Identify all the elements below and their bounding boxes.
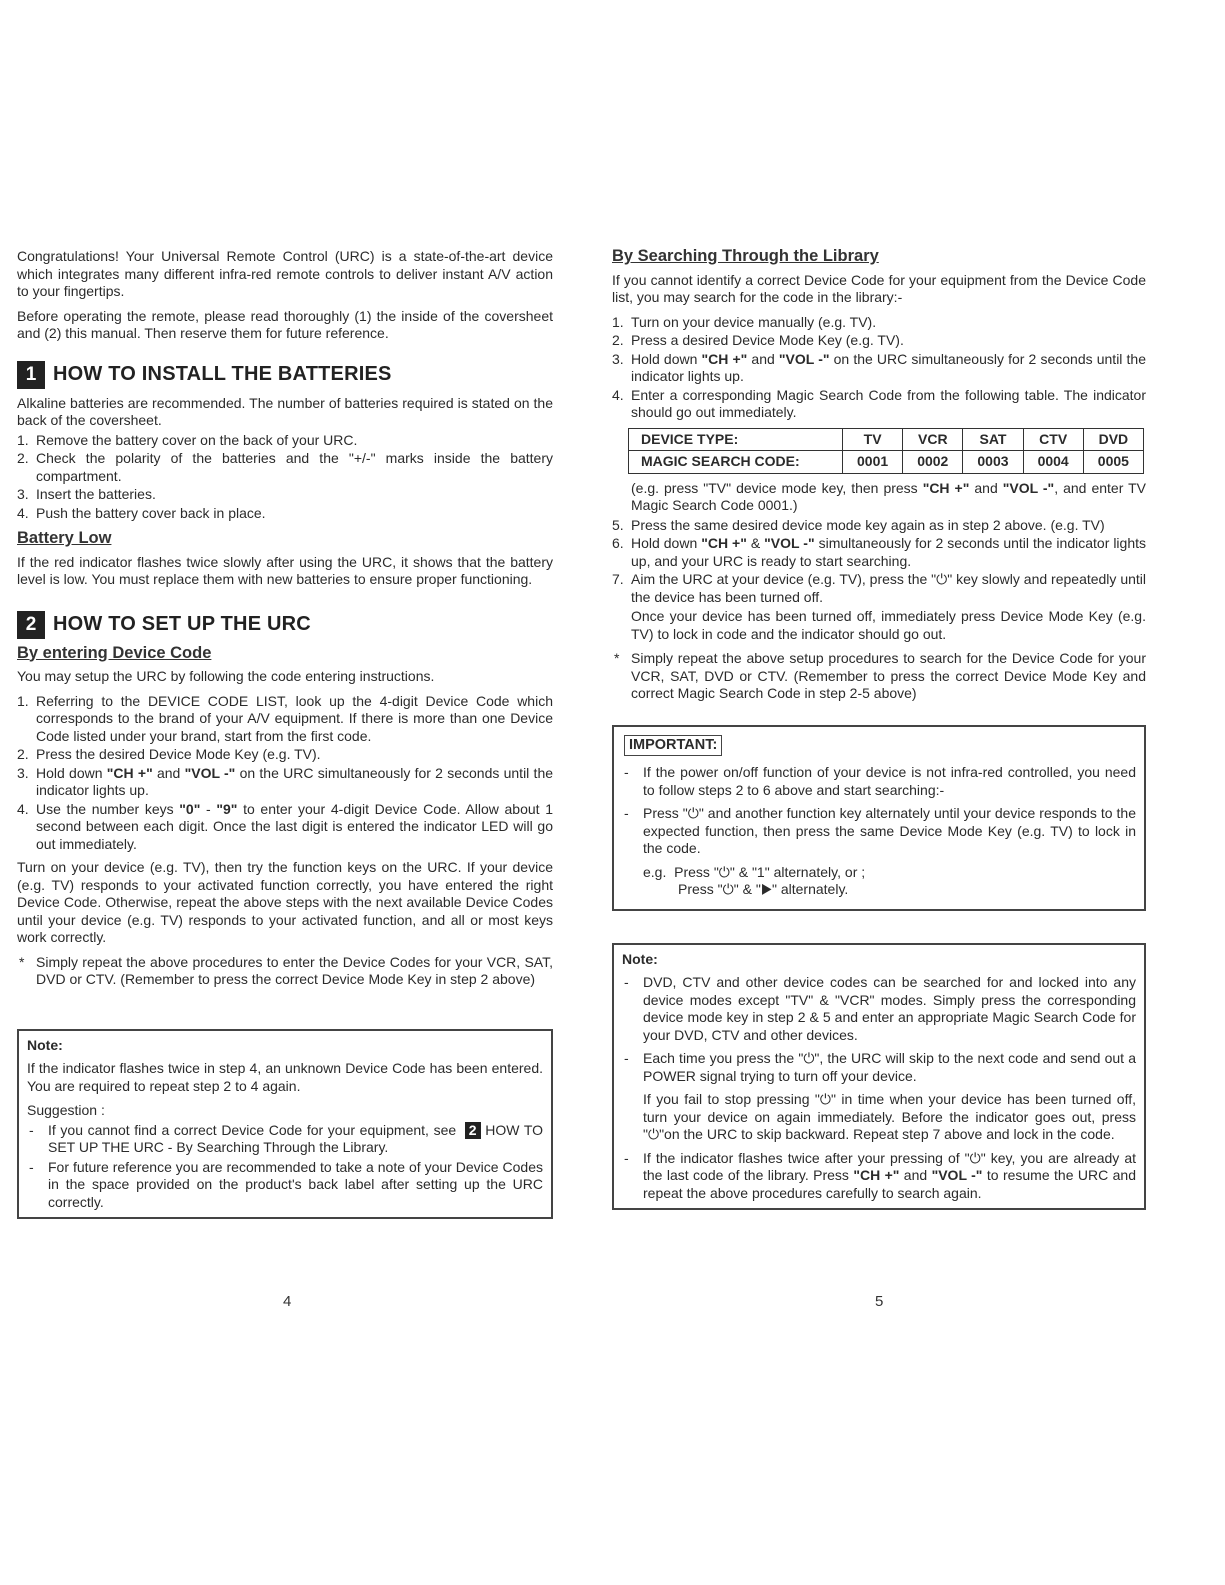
table-row [629,451,1144,474]
table-cell: CTV [1023,428,1083,451]
right-page [612,248,1146,1210]
important-label: IMPORTANT: [624,735,722,757]
table-cell: VCR [903,428,963,451]
note-box [612,943,1146,1211]
repeat-search-note: * Simply repeat the above setup procedures to search for the Device Code for your VCR, SAT, DVD or CTV. (Remember to press the correct Device Mode Key and correct Magic Search Code in step 2-5 above) [614,650,1146,701]
list-item: 2. Press a desired Device Mode Key (e.g. TV). [612,332,904,348]
list-item: - If the indicator flashes twice after your pressing of "⏻" key, you are already at the last code of the library. Press "CH +" and "VOL -" to resume the URC and repeat the above procedures carefully to search again. [624,1149,1136,1201]
note-title: Note: [27,1036,63,1053]
list-item: 4. Use the number keys "0" - "9" to enter your 4-digit Device Code. Allow about 1 second between each digit. Once the last digit is entered the indicator LED will go out immediately. [17,800,553,852]
list-item: - For future reference you are recommended to take a note of your Device Codes in the space provided on the product's back label after setting up the URC correctly. [29,1158,543,1210]
important-box [612,725,1146,911]
section-number-badge: 2 [465,1122,481,1140]
battery-low-heading: Battery Low [17,529,112,547]
note-title: Note: [622,950,658,967]
power-icon: ⏻ [718,863,730,880]
batteries-intro: Alkaline batteries are recommended. The number of batteries required is stated on the back of the coversheet. [17,394,553,428]
table-cell: 0004 [1023,451,1083,474]
list-item: 5. Press the same desired device mode key again as in step 2 above. (e.g. TV) [612,516,1105,533]
power-icon: ⏻ [722,881,734,897]
setup-intro: You may setup the URC by following the code entering instructions. [17,668,435,684]
step7-continued: Once your device has been turned off, immediately press Device Mode Key (e.g. TV) to lock in code and the indicator should go out. [631,608,1146,642]
table-cell: 0005 [1083,451,1143,474]
table-row [629,428,1144,451]
table-cell: SAT [963,428,1023,451]
list-item: 2. Press the desired Device Mode Key (e.g. TV). [17,746,321,762]
page-number: 5 [875,1293,884,1310]
note-text: If the indicator flashes twice in step 4, an unknown Device Code has been entered. You are required to repeat step 2 to 4 again. [27,1060,543,1094]
table-example: (e.g. press "TV" device mode key, then press "CH +" and "VOL -", and enter TV Magic Search Code 0001.) [631,479,1146,513]
battery-steps [17,432,553,523]
verify-paragraph: Turn on your device (e.g. TV), then try the function keys on the URC. If your device (e.g. TV) responds to your activated function correctly, you have entered the right Device Code. Otherwise, repeat the above steps with the next available Device Codes until your device (e.g. TV) responds to your activated function, and all or most keys work correctly. [17,859,553,945]
table-cell: 0002 [903,451,963,474]
section-number-badge: 2 [17,611,45,639]
search-steps [612,314,1146,422]
repeat-note: * Simply repeat the above procedures to enter the Device Codes for your VCR, SAT, DVD or CTV. (Remember to press the correct Device Mode Key in step 2 above) [19,953,553,987]
list-item: 4. Enter a corresponding Magic Search Code from the following table. The indicator should go out immediately. [612,386,1146,420]
section-2-heading [17,611,553,639]
suggestion-label: Suggestion : [27,1102,105,1118]
list-item: 1. Turn on your device manually (e.g. TV). [612,313,877,330]
search-steps-continued [612,517,1146,607]
list-item: 1. Remove the battery cover on the back of your URC. [17,431,358,448]
search-intro: If you cannot identify a correct Device Code for your equipment from the Device Code list, you may search for the code in the library:- [612,271,1146,305]
section-number-badge: 1 [17,361,45,389]
list-item: - If the power on/off function of your device is not infra-red controlled, you need to follow steps 2 to 6 above and start searching:- [624,764,1136,798]
list-item: 7. Aim the URC at your device (e.g. TV), press the "⏻" key slowly and repeatedly until the device has been turned off. [612,571,1147,605]
battery-low-text: If the red indicator flashes twice slowly after using the URC, it shows that the battery level is low. You must replace them with new batteries to ensure proper functioning. [17,553,553,587]
list-item: 6. Hold down "CH +" & "VOL -" simultaneously for 2 seconds until the indicator lights up, and your URC is ready to start searching. [612,535,1147,569]
list-item: - DVD, CTV and other device codes can be searched for and locked into any device modes except "TV" & "VCR" modes. Simply press the corresponding device mode key in step 2 & 5 and enter an appropriate Magic Search Code for your DVD, CTV and other devices. [624,974,1136,1043]
list-item: - Each time you press the "⏻", the URC will skip to the next code and send out a POWER signal trying to turn off your device. [624,1050,1137,1084]
magic-search-table [628,428,1144,474]
list-item: - Press "⏻" and another function key alternately until your device responds to the expected function, then press the same Device Mode Key (e.g. TV) to lock in the code. [624,805,1136,856]
example-block: e.g. Press "⏻" & "1" alternately, or ; Press "⏻" & "▶" alternately. [643,863,866,897]
list-item: 2. Check the polarity of the batteries and the "+/-" marks inside the battery compartment. [17,450,553,484]
note-box [17,1029,553,1220]
intro-paragraph: Congratulations! Your Universal Remote Control (URC) is a state-of-the-art device which integrates many different infra-red remote controls to deliver instant A/V action to your fingertips. [17,248,553,299]
list-item: 4. Push the battery cover back in place. [17,504,266,521]
left-page [17,248,553,1219]
section-title: HOW TO SET UP THE URC [53,612,311,635]
search-library-heading: By Searching Through the Library [612,247,879,265]
power-icon: ⏻ [687,805,699,821]
section-1-heading [17,361,553,389]
section-title: HOW TO INSTALL THE BATTERIES [53,362,392,385]
power-icon: ⏻ [647,1126,660,1142]
note-paragraph: If you fail to stop pressing "⏻" in time when your device has been turned off, turn your device on again immediately. Before the indicator goes out, press "⏻"on the URC to skip backward. Repeat step 7 above and lock in the code. [643,1091,1136,1142]
table-cell: TV [843,428,903,451]
page-number: 4 [283,1293,292,1310]
intro-paragraph-2: Before operating the remote, please read thoroughly (1) the inside of the coversheet and (2) this manual. Then reserve them for future reference. [17,307,553,341]
list-item: 3. Hold down "CH +" and "VOL -" on the URC simultaneously for 2 seconds until the indicator lights up. [17,764,554,798]
table-cell: 0001 [843,451,903,474]
list-item: 3. Insert the batteries. [17,486,156,502]
power-icon: ⏻ [803,1050,815,1066]
power-icon: ⏻ [819,1091,831,1107]
play-icon: ▶ [760,881,772,897]
entering-code-heading: By entering Device Code [17,643,212,662]
list-item: - If you cannot find a correct Device Code for your equipment, see 2 HOW TO SET UP THE URC - By Searching Through the Library. [29,1121,544,1155]
power-icon: ⏻ [969,1149,981,1166]
power-icon: ⏻ [936,571,948,587]
table-header-cell: MAGIC SEARCH CODE: [629,451,843,474]
table-cell: 0003 [963,451,1023,474]
list-item: 3. Hold down "CH +" and "VOL -" on the URC simultaneously for 2 seconds until the indicator lights up. [612,350,1147,384]
table-cell: DVD [1083,428,1143,451]
table-header-cell: DEVICE TYPE: [629,428,843,451]
list-item: 1. Referring to the DEVICE CODE LIST, look up the 4-digit Device Code which corresponds to the brand of your A/V equipment. If there is more than one Device Code listed under your brand, start from the first code. [17,692,553,744]
setup-steps [17,693,553,854]
